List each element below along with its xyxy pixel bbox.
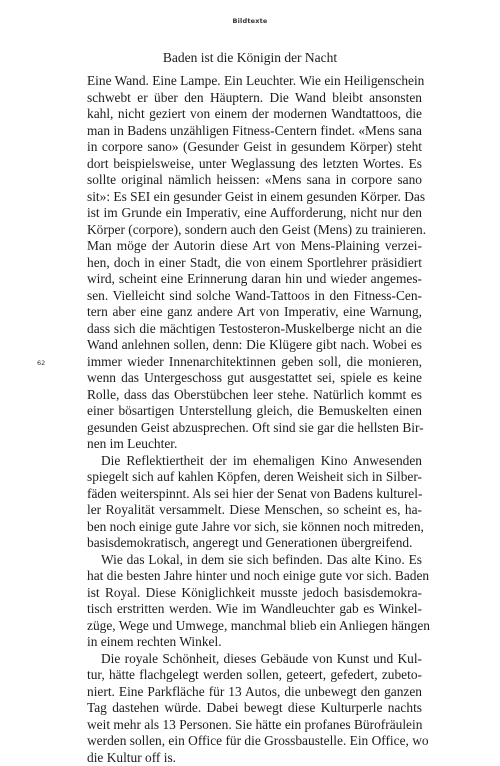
text-line: ler Royalität versammelt. Diese Menschen, so scheint es, ha- [87, 502, 422, 519]
text-line: dort beispielsweise, unter Weglassung des letzten Wortes. Es [87, 156, 422, 173]
body-text [87, 73, 422, 766]
text-line: wenn das Untergeschoss gut ausgestattet sei, spiele es keine [87, 370, 422, 387]
chapter-title: Baden ist die Königin der Nacht [0, 50, 500, 66]
text-line: weit mehr als 13 Personen. Sie hätte ein profanes Bürofräulein [87, 717, 422, 734]
text-line: fäden weiterspinnt. Als sei hier der Senat von Badens kulturel- [87, 486, 422, 503]
text-line: Die Reflektiertheit der im ehemaligen Kino Anwesenden [87, 453, 422, 470]
text-line: man in Badens unzähligen Fitness-Centern findet. «Mens sana [87, 123, 422, 140]
text-line: tern aber eine ganz andere Art von Imperativ, eine Warnung, [87, 304, 422, 321]
text-line: wird, scheint eine Erinnerung daran hin und wieder angemes- [87, 271, 422, 288]
text-line: Die royale Schönheit, dieses Gebäude von Kunst und Kul- [87, 651, 422, 668]
page-number: 62 [37, 359, 45, 367]
text-line: in einem rechten Winkel. [87, 634, 422, 651]
text-line: Wand anlehnen sollen, denn: Die Klügere gibt nach. Wobei es [87, 337, 422, 354]
text-line: niert. Eine Parkfläche für 13 Autos, die unbewegt den ganzen [87, 684, 422, 701]
text-line: gesunden Geist abzusprechen. Oft sind sie gar die hellsten Bir- [87, 420, 422, 437]
text-line: züge, Wege und Umwege, manchmal blieb ein Anliegen hängen [87, 618, 422, 635]
text-line: hen, doch in einer Stadt, die von einem Sportlehrer präsidiert [87, 255, 422, 272]
text-line: einer bösartigen Unterstellung gleich, die Bemuskelten einen [87, 403, 422, 420]
text-line: ist im Grunde ein Imperativ, eine Aufforderung, nicht nur den [87, 205, 422, 222]
text-line: Körper (corpore), sondern auch den Geist (Mens) zu trainieren. [87, 222, 422, 239]
text-line: sollte original nämlich heissen: «Mens sana in corpore sano [87, 172, 422, 189]
running-head: Bildtexte [0, 17, 500, 25]
text-line: sen. Vielleicht sind solche Wand-Tattoos in den Fitness-Cen- [87, 288, 422, 305]
text-line: tur, hätte flachgelegt werden sollen, geteert, gefedert, zubeto- [87, 667, 422, 684]
text-line: Tag dastehen würde. Dabei bewegt diese Kulturperle nachts [87, 700, 422, 717]
text-line: Wie das Lokal, in dem sie sich befinden. Das alte Kino. Es [87, 552, 422, 569]
text-line: die Kultur off is. [87, 750, 422, 766]
text-line: ben noch einige gute Jahre vor sich, sie können noch mitreden, [87, 519, 422, 536]
text-line: in corpore sano» (Gesunder Geist in gesundem Körper) steht [87, 139, 422, 156]
text-line: Rolle, dass das Oberstübchen leer stehe. Natürlich kommt es [87, 387, 422, 404]
text-line: dass sich die mächtigen Testosteron-Muskelberge nicht an die [87, 321, 422, 338]
text-line: Man möge der Autorin diese Art von Mens-Plaining verzei- [87, 238, 422, 255]
text-line: spiegelt sich auf kahlen Köpfen, deren Weisheit sich in Silber- [87, 469, 422, 486]
text-line: schwebt er über den Häuptern. Die Wand bleibt ansonsten [87, 90, 422, 107]
text-line: hat die besten Jahre hinter und noch einige gute vor sich. Baden [87, 568, 422, 585]
text-line: kahl, nicht geziert von einem der modernen Wandtattoos, die [87, 106, 422, 123]
text-line: ist Royal. Diese Königlichkeit musste jedoch basisdemokra- [87, 585, 422, 602]
text-line: nen im Leuchter. [87, 436, 422, 453]
text-line: sit»: Es SEI ein gesunder Geist in einem gesunden Körper. Das [87, 189, 422, 206]
text-line: tisch erstritten werden. Wie im Wandleuchter gab es Winkel- [87, 601, 422, 618]
text-line: werden sollen, ein Office für die Grossbaustelle. Ein Office, wo [87, 733, 422, 750]
text-line: immer wieder Innenarchitektinnen geben soll, die monieren, [87, 354, 422, 371]
text-line: Eine Wand. Eine Lampe. Ein Leuchter. Wie ein Heiligenschein [87, 73, 422, 90]
text-line: basisdemokratisch, angeregt und Generationen übergreifend. [87, 535, 422, 552]
